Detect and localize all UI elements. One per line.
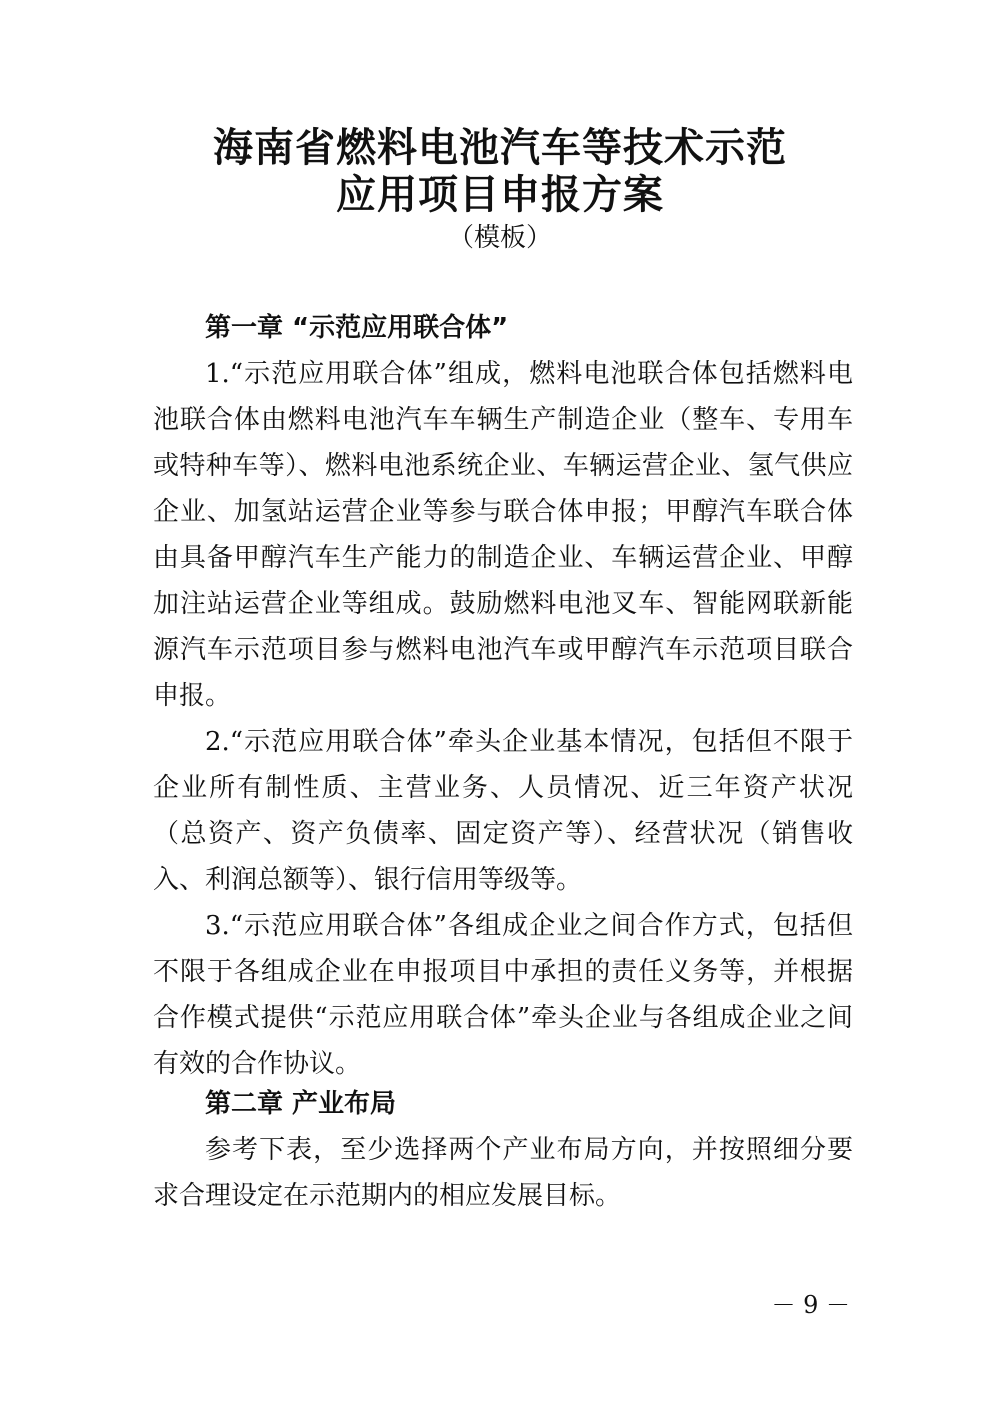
chapter-1-heading: 第一章 “示范应用联合体” — [205, 313, 509, 343]
chapter-1-paragraph-3: 3.“示范应用联合体”各组成企业之间合作方式，包括但不限于各组成企业在申报项目中承担的责任义务等，并根据合作模式提供“示范应用联合体”牵头企业与各组成企业之间有效的合作协议。 — [153, 911, 853, 1079]
document-subtitle: （模板） — [447, 223, 552, 253]
chapter-2-paragraph-1: 参考下表，至少选择两个产业布局方向，并按照细分要求合理设定在示范期内的相应发展目标。 — [153, 1135, 853, 1211]
chapter-1-paragraph-1: 1.“示范应用联合体”组成，燃料电池联合体包括燃料电池联合体由燃料电池汽车车辆生产制造企业（整车、专用车或特种车等）、燃料电池系统企业、车辆运营企业、氢气供应企业、加氢站运营企业等参与联合体申报；甲醇汽车联合体由具备甲醇汽车生产能力的制造企业、车辆运营企业、甲醇加注站运营企业等组成。鼓励燃料电池叉车、智能网联新能源汽车示范项目参与燃料电池汽车或甲醇汽车示范项目联合申报。 — [153, 359, 853, 711]
chapter-2-heading: 第二章 产业布局 — [205, 1089, 397, 1119]
chapter-1-body — [153, 351, 853, 1087]
chapter-1-paragraph-2: 2.“示范应用联合体”牵头企业基本情况，包括但不限于企业所有制性质、主营业务、人员情况、近三年资产状况（总资产、资产负债率、固定资产等）、经营状况（销售收入、利润总额等）、银行信用等级等。 — [153, 727, 853, 895]
page-number: － 9 － — [771, 1291, 850, 1319]
document-title-line-2: 应用项目申报方案 — [336, 172, 664, 218]
document-title-line-1: 海南省燃料电池汽车等技术示范 — [213, 125, 787, 171]
chapter-2-body — [153, 1127, 853, 1219]
